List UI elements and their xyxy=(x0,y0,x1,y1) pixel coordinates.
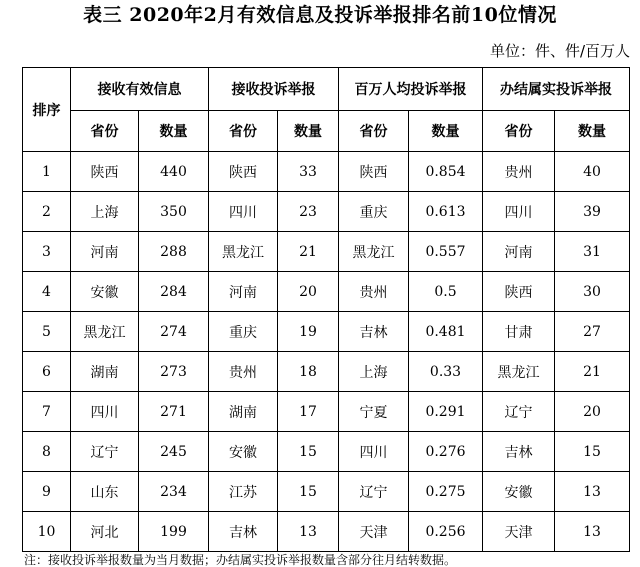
count-cell: 39 xyxy=(555,192,630,232)
count-cell: 0.256 xyxy=(409,512,483,552)
table-row xyxy=(23,192,630,232)
province-cell: 宁夏 xyxy=(339,392,409,432)
rank-cell: 10 xyxy=(23,512,71,552)
count-cell: 13 xyxy=(278,512,339,552)
count-cell: 13 xyxy=(555,512,630,552)
province-cell: 黑龙江 xyxy=(339,232,409,272)
group-header-per-million: 百万人均投诉举报 xyxy=(339,68,483,111)
province-cell: 湖南 xyxy=(71,352,139,392)
province-cell: 辽宁 xyxy=(71,432,139,472)
count-cell: 0.481 xyxy=(409,312,483,352)
count-header: 数量 xyxy=(409,111,483,152)
province-cell: 陕西 xyxy=(483,272,555,312)
province-cell: 安徽 xyxy=(209,432,278,472)
count-cell: 271 xyxy=(139,392,209,432)
province-header: 省份 xyxy=(483,111,555,152)
province-cell: 湖南 xyxy=(209,392,278,432)
province-cell: 陕西 xyxy=(71,152,139,192)
count-header: 数量 xyxy=(555,111,630,152)
rank-cell: 8 xyxy=(23,432,71,472)
count-header: 数量 xyxy=(278,111,339,152)
count-cell: 284 xyxy=(139,272,209,312)
count-cell: 0.613 xyxy=(409,192,483,232)
province-cell: 陕西 xyxy=(209,152,278,192)
count-cell: 440 xyxy=(139,152,209,192)
count-cell: 234 xyxy=(139,472,209,512)
province-cell: 山东 xyxy=(71,472,139,512)
province-cell: 四川 xyxy=(209,192,278,232)
unit-label: 单位：件、件/百万人 xyxy=(489,42,630,60)
province-cell: 吉林 xyxy=(339,312,409,352)
count-cell: 20 xyxy=(278,272,339,312)
province-cell: 四川 xyxy=(483,192,555,232)
province-cell: 河南 xyxy=(71,232,139,272)
province-cell: 吉林 xyxy=(483,432,555,472)
province-cell: 河南 xyxy=(483,232,555,272)
table-title: 表三 2020年2月有效信息及投诉举报排名前10位情况 xyxy=(83,4,557,26)
count-cell: 199 xyxy=(139,512,209,552)
table-row xyxy=(23,352,630,392)
province-cell: 黑龙江 xyxy=(71,312,139,352)
table-row xyxy=(23,512,630,552)
count-cell: 245 xyxy=(139,432,209,472)
province-cell: 四川 xyxy=(71,392,139,432)
province-header: 省份 xyxy=(339,111,409,152)
count-cell: 0.33 xyxy=(409,352,483,392)
count-cell: 17 xyxy=(278,392,339,432)
count-cell: 13 xyxy=(555,472,630,512)
province-cell: 江苏 xyxy=(209,472,278,512)
province-cell: 吉林 xyxy=(209,512,278,552)
ranking-table xyxy=(22,67,630,552)
rank-cell: 4 xyxy=(23,272,71,312)
province-cell: 陕西 xyxy=(339,152,409,192)
count-cell: 31 xyxy=(555,232,630,272)
province-cell: 辽宁 xyxy=(339,472,409,512)
count-cell: 0.276 xyxy=(409,432,483,472)
count-cell: 33 xyxy=(278,152,339,192)
group-header-resolved: 办结属实投诉举报 xyxy=(483,68,630,111)
count-cell: 273 xyxy=(139,352,209,392)
province-header: 省份 xyxy=(209,111,278,152)
count-cell: 15 xyxy=(278,472,339,512)
count-cell: 21 xyxy=(278,232,339,272)
group-header-valid-info: 接收有效信息 xyxy=(71,68,209,111)
province-header: 省份 xyxy=(71,111,139,152)
province-cell: 重庆 xyxy=(339,192,409,232)
count-cell: 30 xyxy=(555,272,630,312)
province-cell: 安徽 xyxy=(483,472,555,512)
province-cell: 河北 xyxy=(71,512,139,552)
rank-header: 排序 xyxy=(23,68,71,152)
count-cell: 19 xyxy=(278,312,339,352)
table-row xyxy=(23,232,630,272)
province-cell: 辽宁 xyxy=(483,392,555,432)
count-cell: 274 xyxy=(139,312,209,352)
rank-cell: 1 xyxy=(23,152,71,192)
count-cell: 0.854 xyxy=(409,152,483,192)
table-body xyxy=(23,152,630,552)
province-cell: 贵州 xyxy=(339,272,409,312)
count-cell: 15 xyxy=(555,432,630,472)
count-cell: 0.291 xyxy=(409,392,483,432)
rank-cell: 7 xyxy=(23,392,71,432)
table-row xyxy=(23,152,630,192)
count-cell: 288 xyxy=(139,232,209,272)
count-cell: 21 xyxy=(555,352,630,392)
footnote: 注：接收投诉举报数量为当月数据；办结属实投诉举报数量含部分往月结转数据。 xyxy=(24,553,457,567)
province-cell: 上海 xyxy=(339,352,409,392)
province-cell: 甘肃 xyxy=(483,312,555,352)
count-cell: 15 xyxy=(278,432,339,472)
rank-cell: 5 xyxy=(23,312,71,352)
province-cell: 安徽 xyxy=(71,272,139,312)
table-row xyxy=(23,472,630,512)
rank-cell: 9 xyxy=(23,472,71,512)
group-header-complaints: 接收投诉举报 xyxy=(209,68,339,111)
count-cell: 350 xyxy=(139,192,209,232)
province-cell: 天津 xyxy=(483,512,555,552)
count-cell: 23 xyxy=(278,192,339,232)
province-cell: 黑龙江 xyxy=(483,352,555,392)
province-cell: 贵州 xyxy=(209,352,278,392)
rank-cell: 2 xyxy=(23,192,71,232)
table-row xyxy=(23,392,630,432)
count-cell: 0.557 xyxy=(409,232,483,272)
province-cell: 贵州 xyxy=(483,152,555,192)
province-cell: 四川 xyxy=(339,432,409,472)
count-cell: 0.5 xyxy=(409,272,483,312)
rank-cell: 3 xyxy=(23,232,71,272)
table-row xyxy=(23,312,630,352)
province-cell: 重庆 xyxy=(209,312,278,352)
count-cell: 0.275 xyxy=(409,472,483,512)
province-cell: 黑龙江 xyxy=(209,232,278,272)
table-row xyxy=(23,272,630,312)
province-cell: 上海 xyxy=(71,192,139,232)
count-cell: 20 xyxy=(555,392,630,432)
count-cell: 27 xyxy=(555,312,630,352)
table-row xyxy=(23,432,630,472)
rank-cell: 6 xyxy=(23,352,71,392)
count-cell: 40 xyxy=(555,152,630,192)
count-header: 数量 xyxy=(139,111,209,152)
count-cell: 18 xyxy=(278,352,339,392)
province-cell: 河南 xyxy=(209,272,278,312)
province-cell: 天津 xyxy=(339,512,409,552)
